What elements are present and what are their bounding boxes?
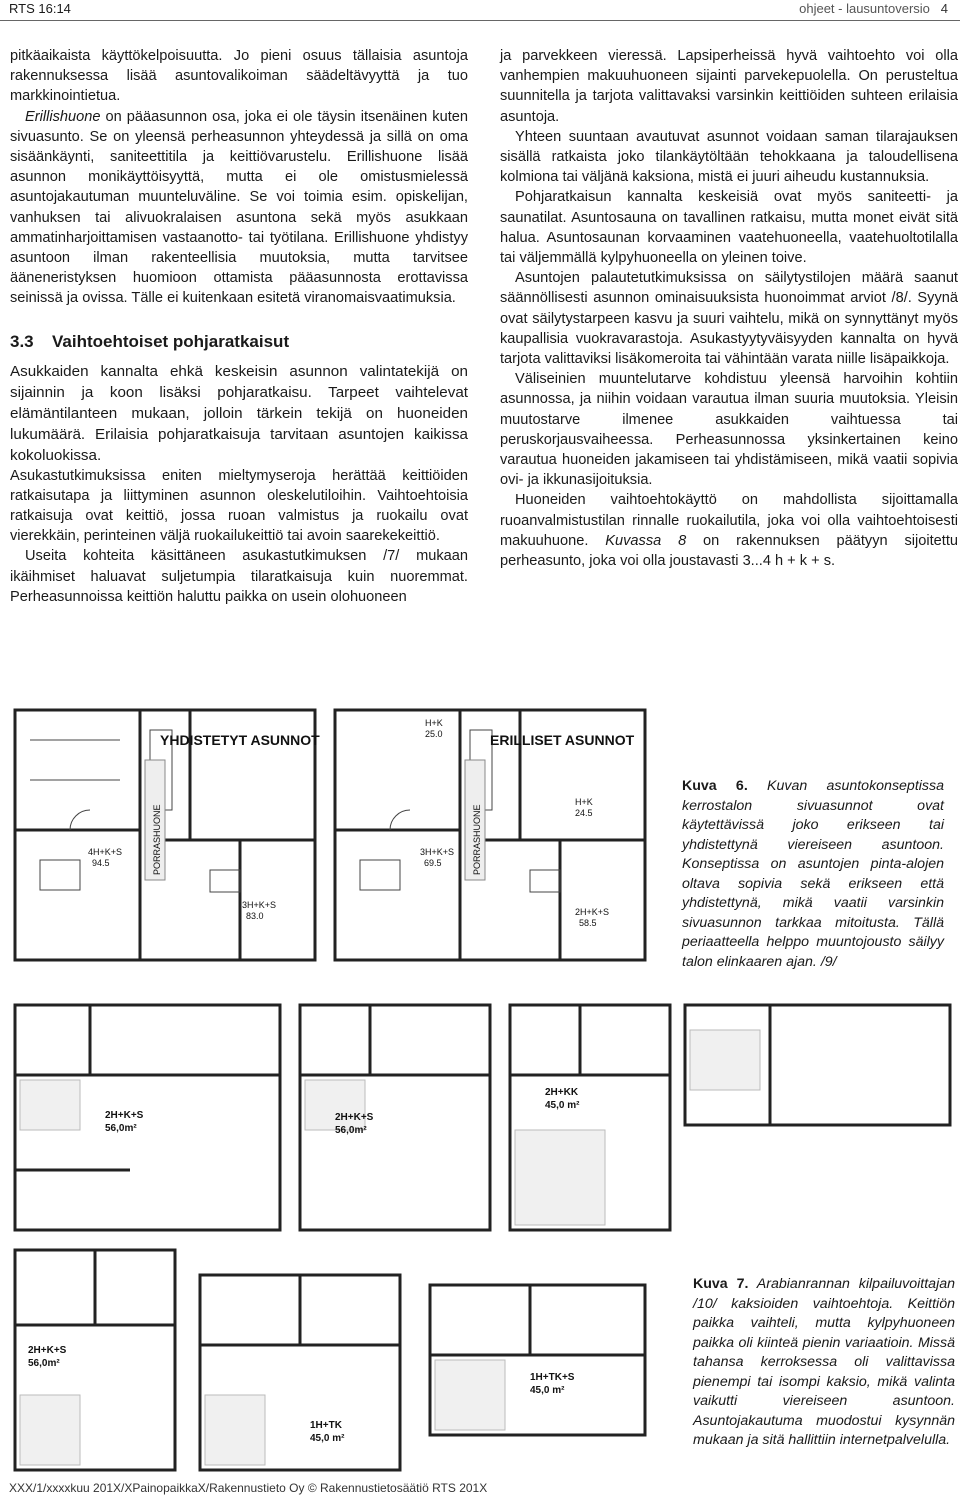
- figure-6-svg: [10, 700, 660, 990]
- plan-label: 1H+TK: [310, 1420, 342, 1431]
- unit-area: 25.0: [425, 729, 443, 739]
- plan-area: 56,0m²: [335, 1125, 367, 1136]
- fig6-stair-left: PORRASHUONE: [152, 804, 162, 875]
- plan-label: 2H+K+S: [28, 1345, 67, 1356]
- figure-7-caption: Kuva 7. Arabianrannan kilpailuvoittajan /10/ kaksioiden vaihtoehtoja. Keittiön paikka vaihteli, mutta kylpyhuoneen paikka oli kiinteä pienin variaatioin. Missä tahansa kerroksessa oli valittavissa pienempi tai isompi kaksio, mikä valinta vaikutti viereiseen asuntoon. Asuntojakautuma muodostui kysynnän mukaan ja sitä hallittiin internetpalvelulla.: [693, 1276, 956, 1448]
- left-paragraph-3: Asukastutkimuksissa eniten mieltymyseroja herättää keittiöiden ratkaisutapa ja liittyminen asunnon oleskelutiloihin. Vaihtoehtoisia ratkaisuja ovat keittiö, jossa ruoan valmistus ja ruokailu ovat vierekkäin, perinteinen väljä ruokailukeittiö tai avoin saarekekeittiö.: [10, 467, 468, 545]
- plan-label: 2H+K+S: [335, 1112, 374, 1123]
- section-heading: [10, 331, 468, 353]
- unit-label: 3H+K+S: [420, 847, 455, 857]
- right-paragraph-4: Asuntojen palautetutkimuksissa on säilytystilojen määrä saanut säännöllisesti asunnon ominaisuuksista huonoimmat arviot /8/. Syynä ovat säilytystarpeen kasvu ja suuri vaihtelu, mikä on synnyttänyt myös kaupallisia vuokravarastoja. Asukastyytyväisyyden kannalta on hyvä tarjota valittaviksi lisäkomeroita tai vähintään varata niille lisäpaikkoja.: [500, 270, 958, 368]
- right-paragraph-3: Pohjaratkaisun kannalta keskeisiä ovat myös saniteetti- ja saunatilat. Asuntosauna on tavallinen ratkaisu, mutta monet eivät sitä halua. Asuntosaunan korvaaminen vaatehuoneella, vaatehuoltotilalla tai väljemmällä kylpyhuoneella on yleinen toive.: [500, 189, 958, 267]
- figure-7-plans-bottom: [10, 1245, 670, 1475]
- header-doc-type: ohjeet - lausuntoversio: [799, 1, 930, 16]
- plan-label: 2H+KK: [545, 1087, 579, 1098]
- section-title: Vaihtoehtoiset pohjaratkaisut: [52, 331, 290, 351]
- unit-area: 83.0: [246, 911, 264, 921]
- plan-area: 45,0 m²: [310, 1433, 345, 1444]
- fig6-title-left: YHDISTETYT ASUNNOT: [160, 732, 320, 748]
- plan-area: 45,0 m²: [545, 1100, 580, 1111]
- figure-7-bottom-svg: [10, 1245, 670, 1475]
- figure-7-plans-top: [10, 1000, 955, 1240]
- left-paragraph-1: pitkäaikaista käyttökelpoisuutta. Jo pieni osuus tällaisia asuntoja rakennuksessa lisää asuntovalikoiman säädeltävyyttä ja tuo markkinointietua.: [10, 48, 468, 105]
- left-paragraph-2: Erillishuone on pääasunnon osa, joka ei ole täysin itsenäinen kuten sivuasunto. Se on yleensä perheasunnon yhteydessä ja sillä on oma sisäänkäynti, saniteettitila ja keittiövarustelu. Erillishuone lisää asunnon monikäyttöisyyttä, mutta ei ole omistusmielessä asuntojakautuman muunteluväline. Se voi toimia esim. opiskelijan, vanhuksen tai alivuokralaisen asuntona sekä myös asukkaan ammatinharjoittamisen vastaanotto- tai työtilana. Erillishuone yhdistyy asuntoon ilman rakenteellisia muutoksia, mutta tarvitsee ääneneristyksen huomioon ottamista pääasunnosta erottavissa seinissä ja ovissa. Tälle ei kuitenkaan esitetä viranomaisvaatimuksia.: [10, 108, 468, 307]
- page-header: [0, 0, 960, 18]
- right-paragraph-6: Huoneiden vaihtoehtokäyttö on mahdollista sijoittamalla ruoanvalmistustilan rinnalle ruokailutila, joka voi olla vaihtoehtoisesti makuuhuone. Kuvassa 8 on rakennuksen päätyyn sijoitettu perheasunto, joka voi olla joustavasti 3...4 h + k + s.: [500, 492, 958, 570]
- figure-6-caption: Kuva 6. Kuvan asuntokonseptissa kerrostalon sivuasunnot ovat käytettävissä joko erikseen tai yhdistettynä viereiseen asuntoon. Konseptissa on asuntojen pinta-alojen oltava sopivia sekä erikseen että yhdistettynä, mikä vaatii varsinkin sivuasunnon tarkkaa mitoitusta. Tällä periaatteella helppo muuntojousto säilyy talon elinkaaren ajan. /9/: [682, 778, 944, 970]
- right-paragraph-5: Väliseinien muuntelutarve kohdistuu yleensä harvoihin kohtiin asunnossa, ja niihin voidaan varautua ilman suuria muutoksia. Yleisin muutostarve ilmenee asukkaiden vaihtuessa tai peruskorjausvaiheessa. Perheasunnossa yksinkertainen keino varautua huoneiden jakamiseen tai yhdistämiseen, mikä vaatii sopivia ovi- ja ikkunasijoituksia.: [500, 371, 958, 489]
- unit-area: 69.5: [424, 858, 442, 868]
- header-right: [799, 1, 948, 16]
- left-column: [10, 46, 468, 607]
- section-number: 3.3: [10, 331, 34, 351]
- unit-area: 58.5: [579, 918, 597, 928]
- unit-area: 94.5: [92, 858, 110, 868]
- unit-label: H+K: [425, 718, 443, 728]
- left-paragraph-4: Useita kohteita käsittäneen asukastutkimuksen /7/ mukaan ikäihmiset haluavat suljetumpia tilaratkaisuja kuin nuoremmat. Perheasunnoissa keittiön haluttu paikka on usein olohuoneen: [10, 548, 468, 605]
- unit-label: 2H+K+S: [575, 907, 610, 917]
- unit-label: H+K: [575, 797, 593, 807]
- unit-label: 3H+K+S: [242, 900, 277, 910]
- unit-area: 24.5: [575, 808, 593, 818]
- right-column: [500, 46, 958, 571]
- page-number: 4: [940, 1, 948, 16]
- term-erillishuone: Erillishuone: [25, 108, 101, 125]
- figure-7-label: Kuva 7.: [693, 1276, 749, 1292]
- fig6-stair-right: PORRASHUONE: [472, 804, 482, 875]
- fig6-title-right: ERILLISET ASUNNOT: [490, 732, 635, 748]
- plan-area: 45,0 m²: [530, 1385, 565, 1396]
- figure-7-top-svg: [10, 1000, 955, 1240]
- unit-label: 4H+K+S: [88, 847, 123, 857]
- right-paragraph-1: ja parvekkeen vieressä. Lapsiperheissä hyvä vaihtoehto voi olla vanhempien makuuhuoneen sijainti parvekepuolella. On perusteltua suunnitella ja tarjota valittavaksi varsinkin keittiöiden suhteen erilaisia asuntoja.: [500, 48, 958, 125]
- page-footer: XXX/1/xxxxkuu 201X/XPainopaikkaX/Rakennustieto Oy © Rakennustietosäätiö RTS 201X: [9, 1481, 488, 1495]
- plan-label: 2H+K+S: [105, 1110, 144, 1121]
- plan-area: 56,0m²: [28, 1358, 60, 1369]
- section-lead: Asukkaiden kannalta ehkä keskeisin asunnon valintatekijä on sijainnin ja koon lisäksi pohjaratkaisu. Tarpeet vaihtelevat elämäntilanteen mukaan, jolloin tärkein tekijä on huoneiden lukumäärä. Erilaisia pohjaratkaisuja tarvitaan asuntojen kaikissa kokoluokissa.: [10, 362, 468, 464]
- figure-6-label: Kuva 6.: [682, 778, 748, 794]
- plan-area: 56,0m²: [105, 1123, 137, 1134]
- figure-reference: Kuvassa 8: [605, 532, 687, 549]
- header-doc-id: RTS 16:14: [9, 1, 71, 16]
- plan-label: 1H+TK+S: [530, 1372, 575, 1383]
- header-rule: [0, 20, 960, 21]
- figure-6-floorplans: [10, 700, 660, 990]
- right-paragraph-2: Yhteen suuntaan avautuvat asunnot voidaan saman tilarajauksen sisällä ratkaista joko tilankäytöltään tehokkaana ja taloudellisena kolmiona tai väljänä kaksiona, mistä ei juuri aiheudu kustannuksia.: [500, 128, 958, 186]
